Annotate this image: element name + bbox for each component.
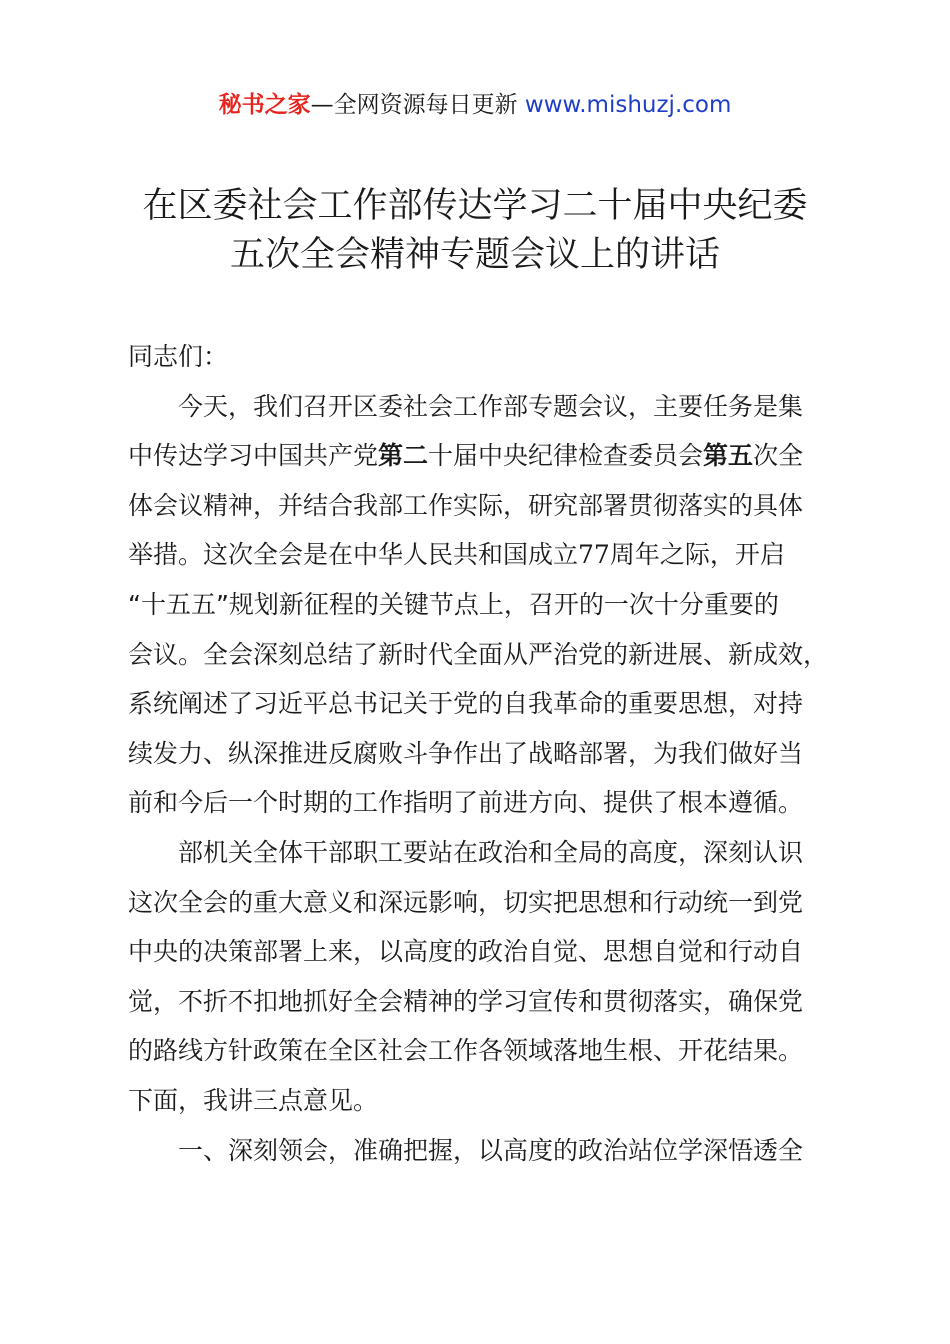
paragraph-line: 续发力、纵深推进反腐败斗争作出了战略部署，为我们做好当	[128, 738, 804, 768]
title-line-1: 在区委社会工作部传达学习二十届中央纪委	[142, 186, 808, 226]
paragraph-1	[128, 382, 838, 828]
brand-name: 秘书之家	[218, 92, 311, 118]
salutation: 同志们：	[128, 342, 229, 371]
text-run: 举措。这次全会是在中华人民共和国成立	[128, 540, 579, 570]
site-url[interactable]: www.mishuzj.com	[524, 92, 732, 118]
text-run: 周年之际，开启	[609, 540, 785, 570]
paragraph-line: 前和今后一个时期的工作指明了前进方向、提供了根本遵循。	[128, 788, 804, 818]
paragraph-line: 这次全会的重大意义和深远影响，切实把思想和行动统一到党	[128, 887, 804, 917]
paragraph-line: “十五五”规划新征程的关键节点上，召开的一次十分重要的	[128, 589, 779, 619]
paragraph-line: 觉，不折不扣地抓好全会精神的学习宣传和贯彻落实，确保党	[128, 986, 804, 1016]
number-run: 77	[578, 540, 610, 570]
paragraph-line	[128, 431, 838, 481]
paragraph-line: 下面，我讲三点意见。	[128, 1085, 379, 1115]
paragraph-line: 体会议精神，并结合我部工作实际，研究部署贯彻落实的具体	[128, 490, 804, 520]
header-tagline: —全网资源每日更新	[310, 92, 525, 118]
bold-text-run: 第二	[378, 441, 429, 471]
text-run: 十届中央纪律检查委员会	[428, 441, 704, 471]
paragraph-line: 中央的决策部署上来，以高度的政治自觉、思想自觉和行动自	[128, 937, 804, 967]
site-header	[0, 88, 950, 122]
paragraph-line	[128, 530, 838, 580]
paragraph-line: 会议。全会深刻总结了新时代全面从严治党的新进展、新成效，	[128, 639, 829, 669]
text-run: 中传达学习中国共产党	[128, 441, 379, 471]
paragraph-line: 系统阐述了习近平总书记关于党的自我革命的重要思想，对持	[128, 689, 804, 719]
text-run: 次全	[753, 441, 804, 471]
paragraph-line: 部机关全体干部职工要站在政治和全局的高度，深刻认识	[178, 837, 804, 867]
document-title	[100, 182, 850, 280]
paragraph-line: 今天，我们召开区委社会工作部专题会议，主要任务是集	[178, 391, 804, 421]
title-line-2: 五次全会精神专题会议上的讲话	[229, 235, 720, 275]
paragraph-line: 的路线方针政策在全区社会工作各领域落地生根、开花结果。	[128, 1036, 804, 1066]
document-body	[128, 332, 838, 1175]
section-heading-1: 一、深刻领会，准确把握，以高度的政治站位学深悟透全	[178, 1135, 804, 1165]
paragraph-2	[128, 828, 838, 1126]
bold-text-run: 第五	[703, 441, 754, 471]
